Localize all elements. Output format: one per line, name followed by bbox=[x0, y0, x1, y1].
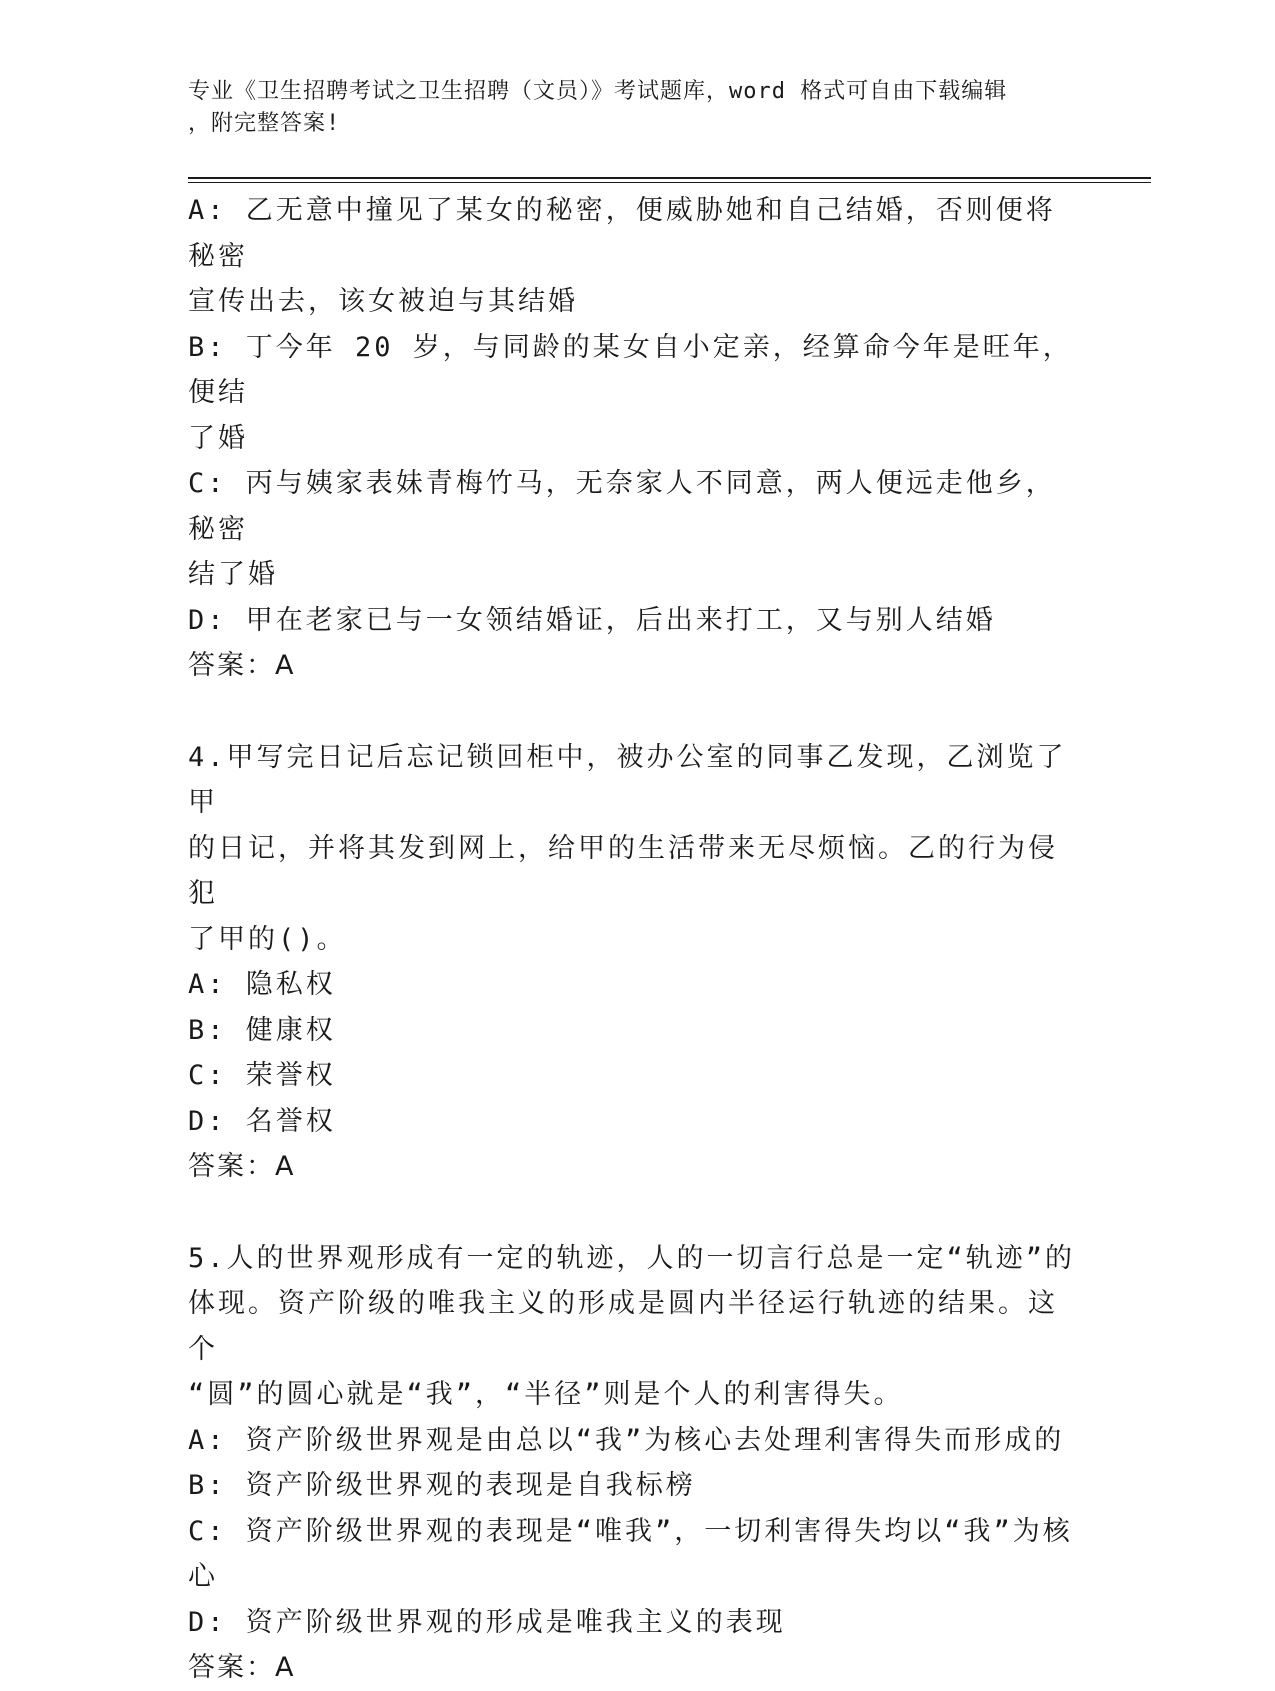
option-a-line-1: A: 乙无意中撞见了某女的秘密，便威胁她和自己结婚，否则便将秘密 bbox=[188, 195, 1056, 272]
header-divider-thin bbox=[188, 182, 1151, 183]
option-c-line-2: 心 bbox=[188, 1561, 218, 1592]
answer: 答案：A bbox=[188, 650, 296, 681]
question-5 bbox=[188, 1236, 1078, 1691]
option-d: D: 资产阶级世界观的形成是唯我主义的表现 bbox=[188, 1606, 786, 1638]
option-c-line-1: C: 资产阶级世界观的表现是“唯我”，一切利害得失均以“我”为核 bbox=[188, 1515, 1073, 1547]
question-stem-line-3: 了甲的()。 bbox=[188, 923, 347, 955]
answer: 答案：A bbox=[188, 1151, 296, 1182]
question-stem-line-3: “圆”的圆心就是“我”，“半径”则是个人的利害得失。 bbox=[188, 1379, 904, 1410]
option-d: D: 甲在老家已与一女领结婚证，后出来打工，又与别人结婚 bbox=[188, 604, 996, 636]
question-stem-line-1: 5.人的世界观形成有一定的轨迹，人的一切言行总是一定“轨迹”的 bbox=[188, 1242, 1076, 1274]
option-b: B: 资产阶级世界观的表现是自我标榜 bbox=[188, 1470, 696, 1501]
header-line-1: 专业《卫生招聘考试之卫生招聘（文员）》考试题库，word 格式可自由下载编辑 bbox=[188, 79, 1008, 104]
answer: 答案：A bbox=[188, 1652, 296, 1683]
question-4 bbox=[188, 735, 1078, 1190]
option-d: D: 名誉权 bbox=[188, 1105, 336, 1137]
spacer bbox=[188, 1190, 1078, 1236]
option-c-line-1: C: 丙与姨家表妹青梅竹马，无奈家人不同意，两人便远走他乡，秘密 bbox=[188, 468, 1056, 545]
option-c: C: 荣誉权 bbox=[188, 1060, 336, 1091]
document-header bbox=[188, 76, 1068, 140]
option-a: A: 资产阶级世界观是由总以“我”为核心去处理利害得失而形成的 bbox=[188, 1424, 1065, 1456]
question-stem-line-1: 4.甲写完日记后忘记锁回柜中，被办公室的同事乙发现，乙浏览了甲 bbox=[188, 741, 1067, 818]
option-c-line-2: 结了婚 bbox=[188, 559, 278, 590]
option-a: A: 隐私权 bbox=[188, 969, 336, 1000]
question-stem-line-2: 体现。资产阶级的唯我主义的形成是圆内半径运行轨迹的结果。这个 bbox=[188, 1288, 1058, 1365]
question-3 bbox=[188, 188, 1078, 689]
header-line-2: ，附完整答案! bbox=[188, 111, 341, 136]
question-stem-line-2: 的日记，并将其发到网上，给甲的生活带来无尽烦恼。乙的行为侵犯 bbox=[188, 832, 1058, 909]
option-a-line-2: 宣传出去，该女被迫与其结婚 bbox=[188, 286, 578, 317]
option-b-line-2: 了婚 bbox=[188, 422, 248, 454]
header-divider-thick bbox=[188, 177, 1151, 179]
option-b: B: 健康权 bbox=[188, 1014, 336, 1046]
question-list bbox=[188, 188, 1078, 1691]
option-b-line-1: B: 丁今年 20 岁，与同龄的某女自小定亲，经算命今年是旺年，便结 bbox=[188, 331, 1073, 408]
spacer bbox=[188, 689, 1078, 735]
